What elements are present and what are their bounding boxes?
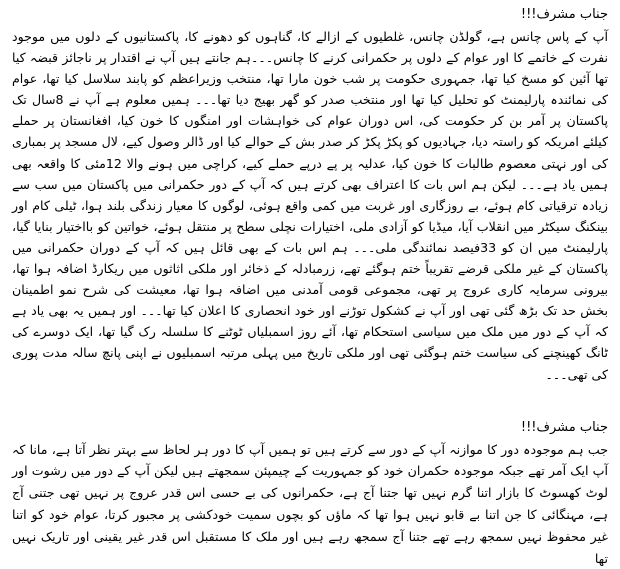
section-heading: جناب مشرف!!! — [520, 7, 608, 22]
letter-section-1 — [12, 6, 608, 385]
body-paragraph: آپ کے پاس چانس ہے، گولڈن چانس، غلطیوں کے ازالے کا، گناہوں کو دھونے کا، پاکستانیوں کے دلوں میں موجود نفرت کے خاتمے کا اور عوام کے دلوں پر حکمرانی کرنے کا چانس۔۔۔ہم جانتے ہیں آپ نے اقتدار پر ناجائز قبضہ کیا تھا آئین کو مسخ کیا تھا، جمہوری حکومت پر شب خون مارا تھا، منتخب وزیراعظم کو پابند سلاسل کیا تھا، عوام کی نمائندہ پارلیمنٹ کو تحلیل کیا تھا اور منتخب صدر کو گھر بھیج دیا تھا۔۔۔ ہمیں معلوم ہے آپ نے 8سال تک پاکستان پر آمر بن کر حکومت کی، اس دوران عوام کی خواہشات اور امنگوں کا خون کیا، افغانستان پر حملے کیلئے امریکہ کو راستہ دیا، جہادیوں کو پکڑ پکڑ کر صدر بش کے حوالے کیا اور ڈالر وصول کیے، لال مسجد پر بمباری کی اور نہتی معصوم طالبات کا خون کیا، عدلیہ پر پے درپے حملے کیے، کراچی میں ہونے والا 12مئی کا واقعہ بھی ہمیں یاد ہے۔۔۔ لیکن ہم اس بات کا اعتراف بھی کرتے ہیں کہ آپ کے دور حکمرانی میں پاکستان میں سب سے زیادہ ترقیاتی کام ہوئے، بے روزگاری اور غربت میں کمی واقع ہوئی، لوگوں کا معیار زندگی بلند ہوا، ٹیلی کام اور بینکنگ سیکٹر میں انقلاب آیا، میڈیا کو آزادی ملی، اختیارات نچلی سطح پر منتقل ہوئے، خواتین کو بااختیار بنایا گیا، پارلیمنٹ میں ان کو 33فیصد نمائندگی ملی۔۔۔ ہم اس بات کے بھی قائل ہیں کہ آپ کے دوران حکمرانی میں پاکستان کے غیر ملکی قرضے تقریباً ختم ہوگئے تھے، زرمبادلہ کے ذخائر اور ملکی اثاثوں میں ریکارڈ اضافہ ہوا تھا، بیرونی سرمایہ کاری عروج پر تھی، مجموعی قومی آمدنی میں اضافہ ہوا تھا، معیشت کی شرح نمو اطمینان بخش حد تک بڑھ گئی تھی اور آپ نے کشکول توڑنے اور خود انحصاری کا اعلان کیا تھا۔۔۔ اور ہمیں یہ بھی یاد ہے کہ آپ کے دور میں ملک میں سیاسی استحکام تھا، آئے روز اسمبلیاں ٹوٹنے کا سلسلہ رک گیا تھا، ایک دوسرے کی ٹانگ کھینچنے کی سیاست ختم ہوگئی تھی اور ملکی تاریخ میں پہلی مرتبہ اسمبلیوں نے اپنی پانچ سالہ مدت پوری کی تھی۔۔۔ — [12, 29, 609, 382]
section-gap — [12, 385, 608, 419]
section-heading: جناب مشرف!!! — [520, 419, 608, 435]
body-paragraph: جب ہم موجودہ دور کا موازنہ آپ کے دور سے کرتے ہیں تو ہمیں آپ کا دور ہر لحاظ سے بہتر نظر آتا ہے، مانا کہ آپ ایک آمر تھے جبکہ موجودہ حکمران خود کو جمہوریت کے چیمپئن سمجھتے ہیں لیکن آپ کے دور میں رشوت اور لوٹ کھسوٹ کا بازار اتنا گرم نہیں تھا جتنا آج ہے، حکمرانوں کی بے حسی اس قدر عروج پر نہیں تھی جتنی آج ہے، مہنگائی کا جن اتنا بے قابو نہیں ہوا تھا کہ ماؤں کو بچوں سمیت خودکشی پر مجبور کرتا، عوام خود کو اتنا غیر محفوظ نہیں سمجھ رہے تھے جتنا آج سمجھ رہے ہیں اور ملک کا مستقبل اس قدر غیر یقینی اور تاریک نہیں تھا — [12, 441, 608, 566]
letter-section-2 — [12, 419, 608, 569]
